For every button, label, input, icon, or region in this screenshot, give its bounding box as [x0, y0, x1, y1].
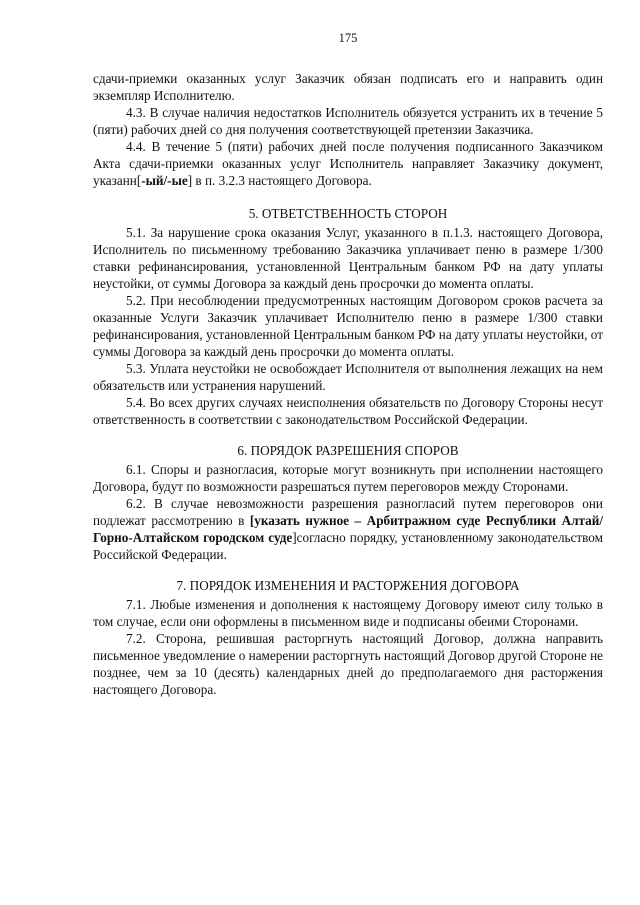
clause-5-3: 5.3. Уплата неустойки не освобождает Исполнителя от выполнения лежащих на нем обязательств или устранения нарушений. [93, 361, 603, 393]
page-number: 175 [338, 31, 358, 45]
clause-4-4-bold: -ый/-ые [141, 173, 188, 188]
clause-6-2-tail: ]согласно порядку, установленному законодательством Российской Федерации. [93, 530, 603, 562]
clause-4-4-text: 4.4. В течение 5 (пяти) рабочих дней после получения подписанного Заказчиком Акта сдачи-приемки оказанных услуг Исполнитель направляет Заказчику документ, указанн[ [93, 139, 603, 188]
clause-4-4 [93, 138, 603, 189]
clause-6-1: 6.1. Споры и разногласия, которые могут возникнуть при исполнении настоящего Договора, будут по возможности разрешаться путем переговоров между Сторонами. [93, 462, 603, 494]
clause-4-3: 4.3. В случае наличия недостатков Исполнитель обязуется устранить их в течение 5 (пяти) рабочих дней со дня получения соответствующей претензии Заказчика. [93, 105, 603, 137]
clause-5-4: 5.4. Во всех других случаях неисполнения обязательств по Договору Стороны несут ответственность в соответствии с законодательством Российской Федерации. [93, 395, 603, 427]
clause-6-2-bold: [указать нужное – Арбитражном суде Республики Алтай/Горно-Алтайском городском суде [93, 513, 603, 545]
clause-6-2-text: 6.2. В случае невозможности разрешения разногласий путем переговоров они подлежат рассмотрению в [93, 496, 603, 528]
clause-5-1: 5.1. За нарушение срока оказания Услуг, указанного в п.1.3. настоящего Договора, Исполнитель по письменному требованию Заказчика уплачивает пеню в размере 1/300 ставки рефинансирования, установленной Центральным банком РФ на дату уплаты неустойки, от суммы Договора за каждый день просрочки до момента оплаты. [93, 225, 603, 291]
section-6-title: 6. ПОРЯДОК РАЗРЕШЕНИЯ СПОРОВ [237, 443, 459, 458]
document-page [93, 30, 603, 698]
clause-4-4-tail: ] в п. 3.2.3 настоящего Договора. [187, 173, 372, 188]
paragraph-continuation: сдачи-приемки оказанных услуг Заказчик обязан подписать его и направить один экземпляр Исполнителю. [93, 71, 603, 103]
clause-7-2: 7.2. Сторона, решившая расторгнуть настоящий Договор, должна направить письменное уведомление о намерении расторгнуть настоящий Договор другой Стороне не позднее, чем за 10 (десять) календарных дней до предполагаемого дня расторжения настоящего Договора. [93, 631, 603, 697]
clause-5-2: 5.2. При несоблюдении предусмотренных настоящим Договором сроков расчета за оказанные Услуги Заказчик уплачивает Исполнителю пеню в размере 1/300 ставки рефинансирования, установленной Центральным банком РФ на дату уплаты неустойки, от суммы Договора за каждый день просрочки до момента оплаты. [93, 293, 603, 359]
section-5-title: 5. ОТВЕТСТВЕННОСТЬ СТОРОН [248, 206, 448, 221]
clause-6-2 [93, 495, 603, 563]
section-7-title: 7. ПОРЯДОК ИЗМЕНЕНИЯ И РАСТОРЖЕНИЯ ДОГОВОРА [176, 578, 520, 593]
clause-7-1: 7.1. Любые изменения и дополнения к настоящему Договору имеют силу только в том случае, если они оформлены в письменном виде и подписаны обеими Сторонами. [93, 597, 603, 629]
